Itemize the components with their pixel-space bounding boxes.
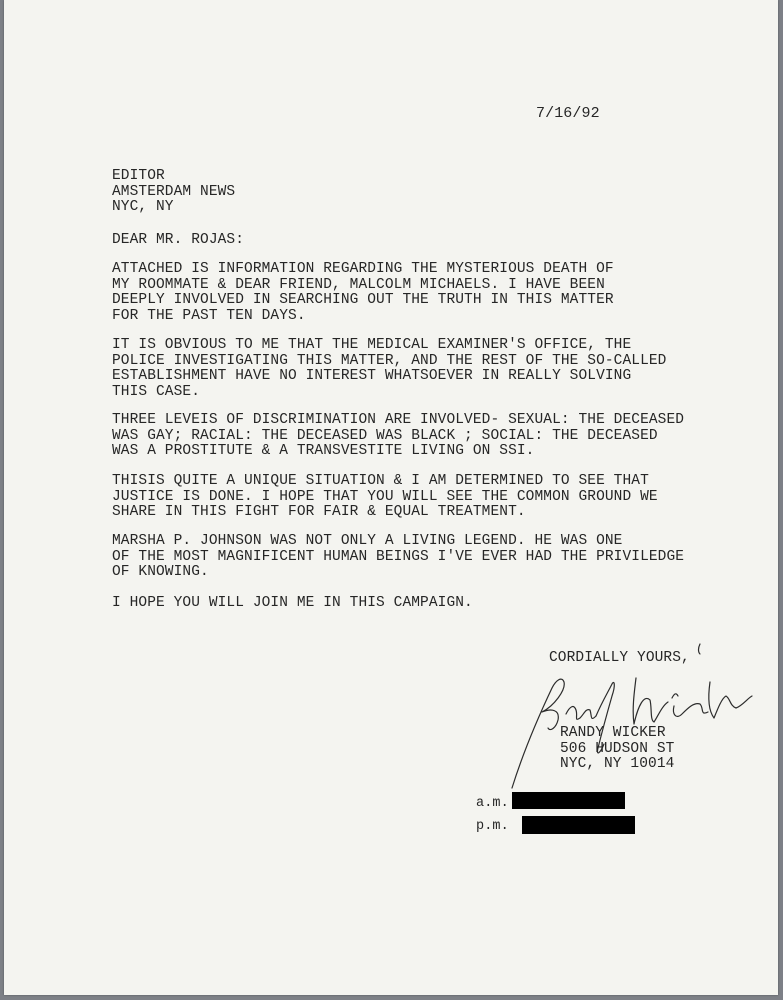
paragraph-5 [112,534,684,581]
paragraph-line: THISIS QUITE A UNIQUE SITUATION & I AM DETERMINED TO SEE THAT [112,473,649,489]
paragraph-line: OF THE MOST MAGNIFICENT HUMAN BEINGS I'VE EVER HAD THE PRIVILEDGE [112,548,685,565]
closing: CORDIALLY YOURS, [549,650,690,666]
paragraph-line: THREE LEVEIS OF DISCRIMINATION ARE INVOLVED- SEXUAL: THE DECEASED [112,412,685,428]
paragraph-3 [112,413,684,460]
paragraph-line: OF KNOWING. [112,564,209,580]
recipient-address [112,169,235,216]
paragraph-line: IT IS OBVIOUS TO ME THAT THE MEDICAL EXAMINER'S OFFICE, THE [112,337,632,353]
paragraph-line: POLICE INVESTIGATING THIS MATTER, AND THE REST OF THE SO-CALLED [112,352,667,369]
paragraph-line: I HOPE YOU WILL JOIN ME IN THIS CAMPAIGN. [112,595,473,611]
paragraph-line: THIS CASE. [112,383,201,400]
paragraph-line: JUSTICE IS DONE. I HOPE THAT YOU WILL SEE THE COMMON GROUND WE [112,488,658,505]
sender-address [560,726,674,773]
paragraph-line: ESTABLISHMENT HAVE NO INTEREST WHATSOEVER IN REALLY SOLVING [112,368,632,384]
sender-line: NYC, NY 10014 [560,756,675,772]
paragraph-6 [112,596,473,612]
paragraph-1 [112,262,614,324]
recipient-line: AMSTERDAM NEWS [112,183,236,200]
redaction-bar-pm [522,816,635,834]
paragraph-line: WAS GAY; RACIAL: THE DECEASED WAS BLACK ; SOCIAL: THE DECEASED [112,427,658,444]
letter-date: 7/16/92 [536,105,600,122]
paragraph-line: DEEPLY INVOLVED IN SEARCHING OUT THE TRUTH IN THIS MATTER [112,292,614,308]
sender-line: RANDY WICKER [560,725,666,741]
paragraph-line: ATTACHED IS INFORMATION REGARDING THE MYSTERIOUS DEATH OF [112,261,614,277]
salutation: DEAR MR. ROJAS: [112,232,245,248]
paragraph-line: MY ROOMMATE & DEAR FRIEND, MALCOLM MICHAELS. I HAVE BEEN [112,276,605,293]
recipient-line: EDITOR [112,168,165,184]
paragraph-line: SHARE IN THIS FIGHT FOR FAIR & EQUAL TREATMENT. [112,504,526,520]
paragraph-line: MARSHA P. JOHNSON WAS NOT ONLY A LIVING LEGEND. HE WAS ONE [112,533,623,549]
redaction-bar-am [512,792,625,809]
paragraph-2 [112,338,667,400]
recipient-line: NYC, NY [112,199,174,215]
paragraph-line: FOR THE PAST TEN DAYS. [112,307,306,324]
letter-page [4,0,778,995]
pm-label: p.m. [476,819,509,834]
am-label: a.m. [476,796,509,811]
sender-line: 506 HUDSON ST [560,740,675,757]
paragraph-4 [112,474,658,521]
paragraph-line: WAS A PROSTITUTE & A TRANSVESTITE LIVING ON SSI. [112,443,535,459]
